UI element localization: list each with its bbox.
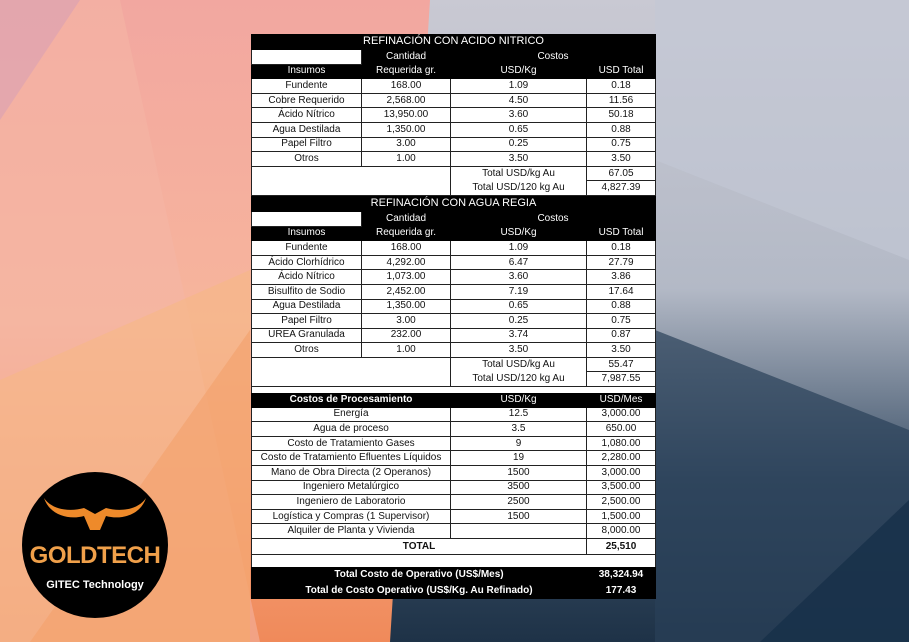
cell: 0.18 xyxy=(587,79,656,94)
summary-op-label: Total Costo de Operativo (US$/Mes) xyxy=(251,567,587,583)
table-row xyxy=(251,138,656,153)
cell: 7.19 xyxy=(451,285,587,300)
proc-usdmes-header: USD/Mes xyxy=(587,393,656,408)
table-row xyxy=(251,79,656,94)
cell: Ácido Nítrico xyxy=(251,270,362,285)
total-120-value: 7,987.55 xyxy=(587,372,656,387)
cell: 6.47 xyxy=(451,256,587,271)
blank xyxy=(251,167,451,182)
table-row xyxy=(251,152,656,167)
nitric-subheader xyxy=(251,50,656,65)
cell: 0.75 xyxy=(587,314,656,329)
cell: 0.25 xyxy=(451,314,587,329)
usdtotal-header: USD Total xyxy=(587,65,656,80)
table-row xyxy=(251,123,656,138)
cell: 9 xyxy=(451,437,587,452)
cell: 1500 xyxy=(451,510,587,525)
proc-header xyxy=(251,393,656,408)
cell: Papel Filtro xyxy=(251,138,362,153)
cell: 1.00 xyxy=(362,152,451,167)
table-row xyxy=(251,524,656,539)
nitric-total-kg-row xyxy=(251,167,656,182)
cell: 0.88 xyxy=(587,123,656,138)
cell: 0.18 xyxy=(587,241,656,256)
cell: 12.5 xyxy=(451,408,587,423)
total-kg-label: Total USD/kg Au xyxy=(451,167,587,182)
table-row xyxy=(251,451,656,466)
usdkg-header: USD/Kg xyxy=(451,227,587,242)
total-kg-label: Total USD/kg Au xyxy=(451,358,587,373)
table-row xyxy=(251,481,656,496)
cell: 3,500.00 xyxy=(587,481,656,496)
insumos-header: Insumos xyxy=(251,227,362,242)
table-row xyxy=(251,285,656,300)
cell: Bisulfito de Sodio xyxy=(251,285,362,300)
cell: Ingeniero de Laboratorio xyxy=(251,495,451,510)
cell: 1,350.00 xyxy=(362,123,451,138)
cell: 2500 xyxy=(451,495,587,510)
cantidad-header: Cantidad xyxy=(362,50,451,65)
cell: 232.00 xyxy=(362,329,451,344)
proc-total-value: 25,510 xyxy=(587,539,656,555)
cell: 1.00 xyxy=(362,343,451,358)
cell: 168.00 xyxy=(362,79,451,94)
cell: 1.09 xyxy=(451,79,587,94)
cell: Fundente xyxy=(251,79,362,94)
summary-kg-label: Total de Costo Operativo (US$/Kg. Au Refinado) xyxy=(251,583,587,599)
blank xyxy=(251,358,451,373)
regia-subheader xyxy=(251,212,656,227)
table-row xyxy=(251,510,656,525)
cell: Energía xyxy=(251,408,451,423)
table-row xyxy=(251,241,656,256)
cell: 3.50 xyxy=(451,152,587,167)
total-kg-value: 67.05 xyxy=(587,167,656,182)
cell: 2,452.00 xyxy=(362,285,451,300)
cell: 0.75 xyxy=(587,138,656,153)
nitric-rows xyxy=(251,79,656,167)
cell: Otros xyxy=(251,343,362,358)
cell: Agua de proceso xyxy=(251,422,451,437)
cell: 2,568.00 xyxy=(362,94,451,109)
cell: 3.86 xyxy=(587,270,656,285)
total-120-label: Total USD/120 kg Au xyxy=(451,181,587,196)
cell: 3,000.00 xyxy=(587,408,656,423)
total-120-label: Total USD/120 kg Au xyxy=(451,372,587,387)
cell: 4.50 xyxy=(451,94,587,109)
cell: Otros xyxy=(251,152,362,167)
cell: 1500 xyxy=(451,466,587,481)
proc-usdkg-header: USD/Kg xyxy=(451,393,587,408)
nitric-header xyxy=(251,65,656,80)
regia-total-kg-row xyxy=(251,358,656,373)
costos-header: Costos xyxy=(451,212,656,227)
regia-total-120-row xyxy=(251,372,656,387)
cell: 3500 xyxy=(451,481,587,496)
table-row xyxy=(251,437,656,452)
proc-header-label: Costos de Procesamiento xyxy=(251,393,451,408)
cell: 27.79 xyxy=(587,256,656,271)
summary-op-value: 38,324.94 xyxy=(587,567,656,583)
cell: 3.50 xyxy=(451,343,587,358)
cell: 8,000.00 xyxy=(587,524,656,539)
cell: 3.00 xyxy=(362,314,451,329)
regia-rows xyxy=(251,241,656,358)
cell: 0.87 xyxy=(587,329,656,344)
table-row xyxy=(251,408,656,423)
requerida-header: Requerida gr. xyxy=(362,65,451,80)
nitric-title: REFINACIÓN CON ACIDO NITRICO xyxy=(251,34,656,50)
cell: Alquiler de Planta y Vivienda xyxy=(251,524,451,539)
costos-header: Costos xyxy=(451,50,656,65)
cell: Fundente xyxy=(251,241,362,256)
usdtotal-header: USD Total xyxy=(587,227,656,242)
table-row xyxy=(251,343,656,358)
cell: Papel Filtro xyxy=(251,314,362,329)
total-kg-value: 55.47 xyxy=(587,358,656,373)
cell: 3.00 xyxy=(362,138,451,153)
cell xyxy=(451,524,587,539)
blank xyxy=(251,181,451,196)
spacer xyxy=(251,555,656,567)
cell: Costo de Tratamiento Gases xyxy=(251,437,451,452)
regia-title-row xyxy=(251,196,656,212)
cost-sheet xyxy=(251,34,656,599)
cell: 0.65 xyxy=(451,300,587,315)
cell: 2,280.00 xyxy=(587,451,656,466)
cell: 3,000.00 xyxy=(587,466,656,481)
nitric-title-row xyxy=(251,34,656,50)
cell: Agua Destilada xyxy=(251,123,362,138)
cell: Ácido Clorhídrico xyxy=(251,256,362,271)
proc-total-row xyxy=(251,539,656,555)
table-row xyxy=(251,108,656,123)
usdkg-header: USD/Kg xyxy=(451,65,587,80)
cell: 3.60 xyxy=(451,270,587,285)
cell: Ácido Nítrico xyxy=(251,108,362,123)
cell: 650.00 xyxy=(587,422,656,437)
cell: Mano de Obra Directa (2 Operanos) xyxy=(251,466,451,481)
brand-name: GOLDTECH xyxy=(29,542,161,569)
regia-header xyxy=(251,227,656,242)
cell: 3.60 xyxy=(451,108,587,123)
cell: Cobre Requerido xyxy=(251,94,362,109)
cell: 1,350.00 xyxy=(362,300,451,315)
table-row xyxy=(251,495,656,510)
table-row xyxy=(251,94,656,109)
proc-total-label: TOTAL xyxy=(251,539,587,555)
cell: 0.88 xyxy=(587,300,656,315)
cell: Costo de Tratamiento Efluentes Líquidos xyxy=(251,451,451,466)
cell: 3.50 xyxy=(587,343,656,358)
cell: 2,500.00 xyxy=(587,495,656,510)
insumos-header: Insumos xyxy=(251,65,362,80)
brand-subtitle: GITEC Technology xyxy=(46,579,144,591)
cell: 11.56 xyxy=(587,94,656,109)
cantidad-header: Cantidad xyxy=(362,212,451,227)
cell: 168.00 xyxy=(362,241,451,256)
blank xyxy=(251,50,362,65)
table-row xyxy=(251,329,656,344)
bull-horns-icon xyxy=(40,494,150,534)
cell: 13,950.00 xyxy=(362,108,451,123)
summary-kg-row xyxy=(251,583,656,599)
table-row xyxy=(251,314,656,329)
cell: 1,080.00 xyxy=(587,437,656,452)
goldtech-logo xyxy=(22,472,168,618)
cell: Logística y Compras (1 Supervisor) xyxy=(251,510,451,525)
summary-op-row xyxy=(251,567,656,583)
total-120-value: 4,827.39 xyxy=(587,181,656,196)
cell: 1,500.00 xyxy=(587,510,656,525)
cell: 1,073.00 xyxy=(362,270,451,285)
proc-rows xyxy=(251,408,656,539)
table-row xyxy=(251,256,656,271)
cell: 4,292.00 xyxy=(362,256,451,271)
nitric-total-120-row xyxy=(251,181,656,196)
cell: 3.5 xyxy=(451,422,587,437)
cell: 0.65 xyxy=(451,123,587,138)
cell: 1.09 xyxy=(451,241,587,256)
table-row xyxy=(251,270,656,285)
blank xyxy=(251,372,451,387)
cell: Ingeniero Metalúrgico xyxy=(251,481,451,496)
table-row xyxy=(251,300,656,315)
table-row xyxy=(251,466,656,481)
table-row xyxy=(251,422,656,437)
regia-title: REFINACIÓN CON AGUA REGIA xyxy=(251,196,656,212)
cell: Agua Destilada xyxy=(251,300,362,315)
cell: 0.25 xyxy=(451,138,587,153)
cell: 3.50 xyxy=(587,152,656,167)
blank xyxy=(251,212,362,227)
cell: 19 xyxy=(451,451,587,466)
summary-kg-value: 177.43 xyxy=(587,583,656,599)
cell: 17.64 xyxy=(587,285,656,300)
cell: UREA Granulada xyxy=(251,329,362,344)
cell: 3.74 xyxy=(451,329,587,344)
requerida-header: Requerida gr. xyxy=(362,227,451,242)
cell: 50.18 xyxy=(587,108,656,123)
